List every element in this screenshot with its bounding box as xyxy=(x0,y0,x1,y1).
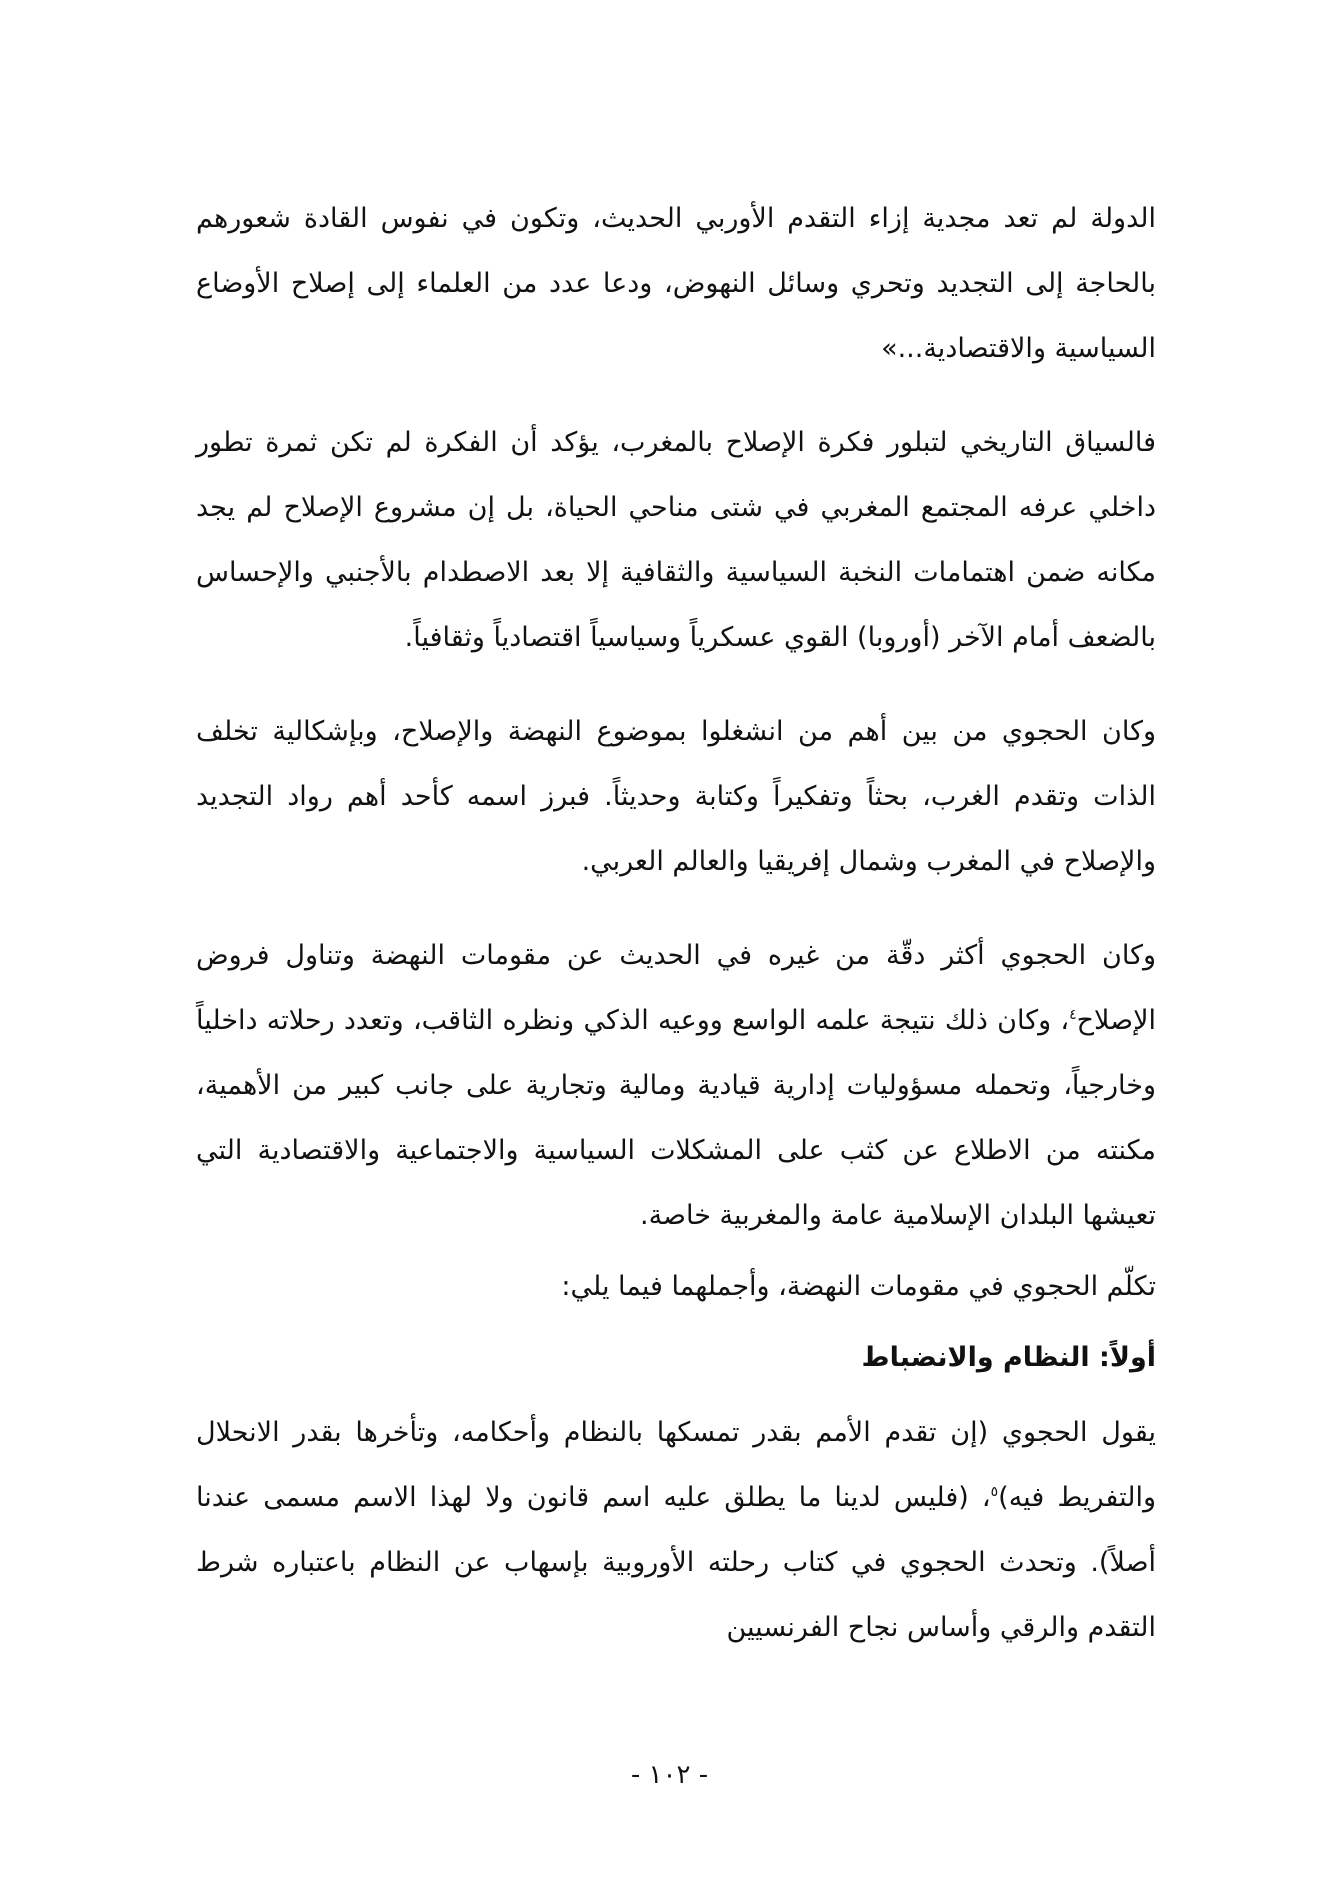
footnote-marker-4[interactable]: ٤ xyxy=(1069,1007,1077,1023)
paragraph-6 xyxy=(196,1400,1156,1660)
paragraph-4-start: وكان الحجوي أكثر دقّة من غيره في الحديث عن مقومات النهضة وتناول فروض الإصلاح xyxy=(196,940,1156,1036)
page-body xyxy=(196,186,1156,1660)
paragraph-2: فالسياق التاريخي لتبلور فكرة الإصلاح بالمغرب، يؤكد أن الفكرة لم تكن ثمرة تطور داخلي عرفه المجتمع المغربي في شتى مناحي الحياة، بل إن مشروع الإصلاح لم يجد مكانه ضمن اهتمامات النخبة السياسية والثقافية إلا بعد الاصطدام بالأجنبي والإحساس بالضعف أمام الآخر (أوروبا) القوي عسكرياً وسياسياً اقتصادياً وثقافياً. xyxy=(196,427,1156,653)
paragraph-6-end: ، (فليس لدينا ما يطلق عليه اسم قانون ولا لهذا الاسم مسمى عندنا أصلاً). وتحدث الحجوي في كتاب رحلته الأوروبية بإسهاب عن النظام باعتباره شرط التقدم والرقي وأساس نجاح الفرنسيين xyxy=(196,1482,1156,1643)
footnote-marker-5[interactable]: ٥ xyxy=(990,1484,999,1500)
paragraph-3: وكان الحجوي من بين أهم من انشغلوا بموضوع النهضة والإصلاح، وبإشكالية تخلف الذات وتقدم الغرب، بحثاً وتفكيراً وكتابة وحديثاً. فبرز اسمه كأحد أهم رواد التجديد والإصلاح في المغرب وشمال إفريقيا والعالم العربي. xyxy=(196,716,1156,877)
paragraph-4-end: ، وكان ذلك نتيجة علمه الواسع ووعيه الذكي ونظره الثاقب، وتعدد رحلاته داخلياً وخارجياً، وتحمله مسؤوليات إدارية قيادية ومالية وتجارية على جانب كبير من الأهمية، مكنته من الاطلاع عن كثب على المشكلات السياسية والاجتماعية والاقتصادية التي تعيشها البلدان الإسلامية عامة والمغربية خاصة. xyxy=(196,1005,1156,1231)
paragraph-5: تكلّم الحجوي في مقومات النهضة، وأجملهما فيما يلي: xyxy=(561,1271,1156,1302)
paragraph-1: الدولة لم تعد مجدية إزاء التقدم الأوربي الحديث، وتكون في نفوس القادة شعورهم بالحاجة إلى التجديد وتحري وسائل النهوض، ودعا عدد من العلماء إلى إصلاح الأوضاع السياسية والاقتصادية...» xyxy=(196,203,1156,364)
section-heading: أولاً: النظام والانضباط xyxy=(861,1342,1156,1373)
paragraph-4 xyxy=(196,923,1156,1248)
paragraph-6-start: يقول الحجوي (إن تقدم الأمم بقدر تمسكها بالنظام وأحكامه، وتأخرها بقدر الانحلال والتفريط فيه) xyxy=(196,1417,1156,1513)
page-number: - ١٠٢ - xyxy=(630,1760,709,1790)
